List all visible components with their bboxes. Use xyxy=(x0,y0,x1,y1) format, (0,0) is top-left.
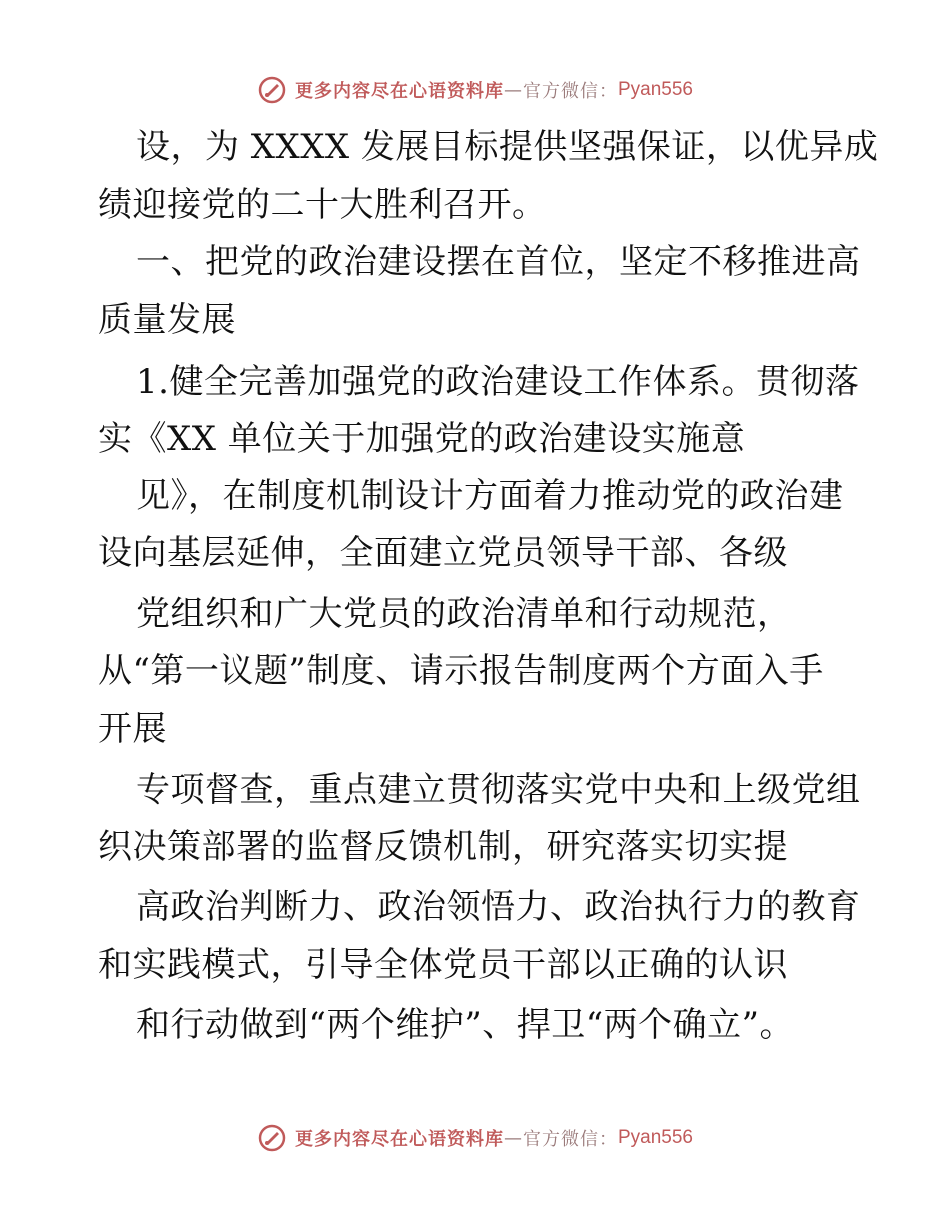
header-contact-label: 官方微信： xyxy=(522,81,618,102)
body-line: 从“第一议题”制度、请示报告制度两个方面入手 xyxy=(98,651,824,691)
body-line: 1.健全完善加强党的政治建设工作体系。贯彻落 xyxy=(136,362,860,402)
body-line: 和行动做到“两个维护”、捍卫“两个确立”。 xyxy=(136,1005,795,1045)
body-line: 质量发展 xyxy=(98,300,236,340)
header-separator: — xyxy=(503,79,523,101)
footer-brand-text: 更多内容尽在心语资料库 xyxy=(294,1129,504,1150)
header-brand-text: 更多内容尽在心语资料库 xyxy=(294,81,504,102)
footer-watermark xyxy=(0,1118,950,1158)
body-line: 织决策部署的监督反馈机制，研究落实切实提 xyxy=(98,827,788,867)
body-line: 实《XX 单位关于加强党的政治建设实施意 xyxy=(98,419,746,459)
header-watermark xyxy=(0,70,950,110)
body-line: 设向基层延伸，全面建立党员领导干部、各级 xyxy=(98,533,788,573)
body-line: 党组织和广大党员的政治清单和行动规范， xyxy=(136,594,792,634)
body-line: 高政治判断力、政治领悟力、政治执行力的教育 xyxy=(136,887,861,927)
body-line: 见》，在制度机制设计方面着力推动党的政治建 xyxy=(136,476,844,516)
header-contact-id: Pyan556 xyxy=(617,79,693,100)
body-line: 专项督查，重点建立贯彻落实党中央和上级党组 xyxy=(136,770,861,810)
body-line: 和实践模式，引导全体党员干部以正确的认识 xyxy=(98,945,788,985)
body-line: 开展 xyxy=(98,709,167,749)
logo-icon xyxy=(257,75,287,105)
footer-separator: — xyxy=(503,1127,523,1149)
footer-contact-label: 官方微信： xyxy=(522,1129,618,1150)
logo-icon xyxy=(257,1123,287,1153)
body-line: 绩迎接党的二十大胜利召开。 xyxy=(98,185,547,225)
body-line: 一、把党的政治建设摆在首位，坚定不移推进高 xyxy=(136,242,861,282)
footer-contact-id: Pyan556 xyxy=(617,1127,693,1148)
body-line: 设，为 XXXX 发展目标提供坚强保证，以优异成 xyxy=(136,127,879,167)
